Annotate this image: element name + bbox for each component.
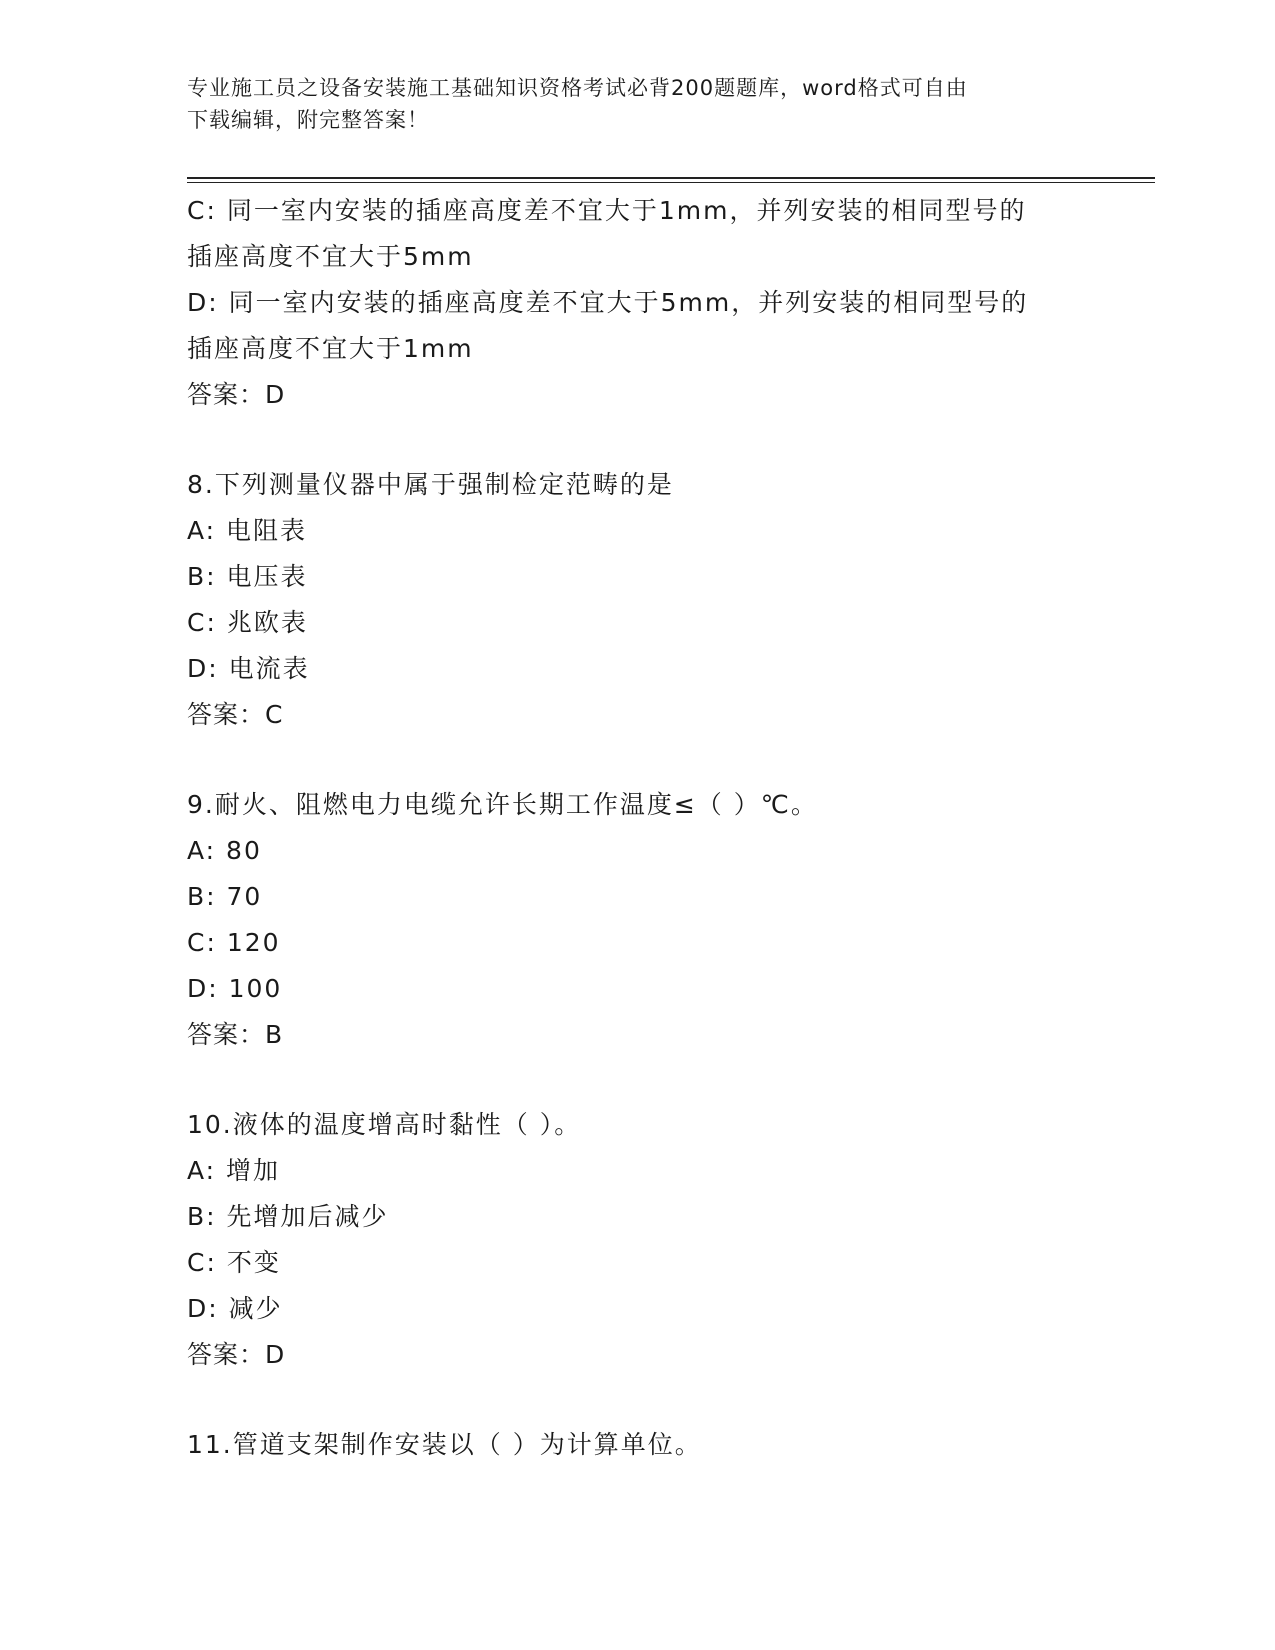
option-a: A: 电阻表 <box>187 516 308 545</box>
option-line: D: 同一室内安装的插座高度差不宜大于5mm，并列安装的相同型号的 <box>187 288 1029 317</box>
question-content <box>187 188 1087 1468</box>
option-c: C: 不变 <box>187 1248 281 1277</box>
option-line: 插座高度不宜大于1mm <box>187 334 474 363</box>
question-stem: 10.液体的温度增高时黏性（ ）。 <box>187 1110 582 1139</box>
option-d: D: 减少 <box>187 1294 283 1323</box>
answer-line: 答案：C <box>187 700 284 729</box>
header-title-line-2: 下载编辑，附完整答案！ <box>187 108 429 132</box>
question-10 <box>187 1102 1087 1378</box>
question-8 <box>187 462 1087 738</box>
answer-line: 答案：D <box>187 380 286 409</box>
header-title-line-1: 专业施工员之设备安装施工基础知识资格考试必背200题题库，word格式可自由 <box>187 76 968 100</box>
header-divider-thin <box>187 182 1155 183</box>
header-divider-thick <box>187 177 1155 179</box>
question-9 <box>187 782 1087 1058</box>
answer-line: 答案：B <box>187 1020 284 1049</box>
option-b: B: 70 <box>187 882 263 911</box>
answer-line: 答案：D <box>187 1340 286 1369</box>
option-c: C: 兆欧表 <box>187 608 308 637</box>
spacer <box>187 1378 1087 1422</box>
question-stem: 11.管道支架制作安装以（ ）为计算单位。 <box>187 1430 702 1459</box>
option-d: D: 电流表 <box>187 654 310 683</box>
question-stem: 8.下列测量仪器中属于强制检定范畴的是 <box>187 470 674 499</box>
question-11 <box>187 1422 1087 1468</box>
option-d: D: 100 <box>187 974 283 1003</box>
option-b: B: 先增加后减少 <box>187 1202 389 1231</box>
document-header <box>187 72 1087 136</box>
spacer <box>187 1058 1087 1102</box>
option-c: C: 120 <box>187 928 281 957</box>
option-a: A: 80 <box>187 836 262 865</box>
option-line: C: 同一室内安装的插座高度差不宜大于1mm，并列安装的相同型号的 <box>187 196 1027 225</box>
spacer <box>187 418 1087 462</box>
continued-question <box>187 188 1087 418</box>
question-stem: 9.耐火、阻燃电力电缆允许长期工作温度≤（ ）℃。 <box>187 790 818 819</box>
option-a: A: 增加 <box>187 1156 281 1185</box>
option-line: 插座高度不宜大于5mm <box>187 242 474 271</box>
spacer <box>187 738 1087 782</box>
option-b: B: 电压表 <box>187 562 308 591</box>
